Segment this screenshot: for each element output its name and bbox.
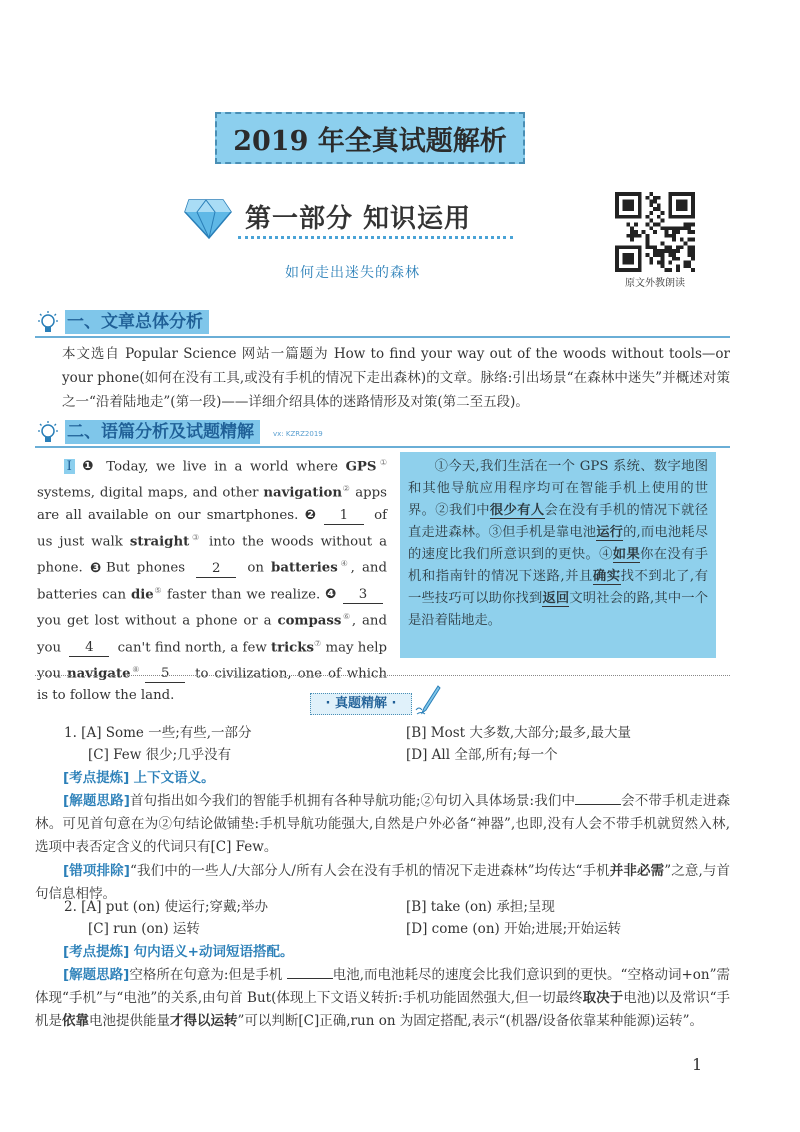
text-segment: straight bbox=[129, 534, 190, 550]
text-segment: systems, digital maps, and other bbox=[37, 485, 264, 501]
sentence-number: ❶ bbox=[78, 459, 97, 475]
wrong-label: [错项排除] bbox=[63, 863, 130, 879]
lightbulb-icon bbox=[35, 310, 61, 336]
idea-text: 会不带手机走进森林。可见首句意在为②句结论做铺垫:手机导航功能强大,自然是户外必备“神器”,也即,没有人会不带手机就贸然入林,选项中表否定含义的代词只有[C] Few。 bbox=[35, 793, 730, 855]
text-segment: faster than we realize. bbox=[162, 587, 326, 603]
answer-blank: 1 bbox=[324, 508, 364, 525]
qr-label: 原文外教朗读 bbox=[625, 278, 685, 289]
diamond-icon bbox=[183, 196, 233, 240]
key-phrase: 运行 bbox=[596, 525, 624, 540]
vocab-footnote: ④ bbox=[337, 559, 351, 569]
text-segment: navigation bbox=[263, 485, 343, 501]
overview-paragraph bbox=[35, 342, 730, 414]
text-segment: die bbox=[130, 587, 154, 603]
idea-bold: 取决于 bbox=[582, 990, 624, 1006]
idea-text: 电池,而电池耗尽的速度会比我们意识到的更快。“空格动词+on”需体现“手机”与“电池”的关系,由句首 But(体现上下文语义转折:手机功能固然强大,但一切最终 bbox=[35, 967, 731, 1006]
point-label: [考点提炼] bbox=[63, 944, 130, 960]
text-segment: 你在没有手机和指南针的情况下迷路,并且 bbox=[408, 547, 709, 584]
section-header-overview bbox=[35, 310, 730, 338]
dotted-divider bbox=[238, 236, 513, 239]
page-number: 1 bbox=[692, 1055, 703, 1074]
key-phrase: 确实 bbox=[592, 569, 621, 584]
section-heading: 一、文章总体分析 bbox=[65, 310, 209, 334]
vocab-footnote: ⑦ bbox=[313, 638, 322, 648]
q2-option-a: 2. [A] put (on) 使运行;穿戴;举办 bbox=[64, 899, 269, 915]
text-segment: batteries bbox=[271, 560, 338, 576]
idea-bold: 依靠 bbox=[62, 1013, 89, 1029]
wrong-bold: 并非必需 bbox=[609, 863, 665, 879]
q2-idea bbox=[35, 964, 730, 1033]
q2-option-d: [D] come (on) 开始;进展;开始运转 bbox=[406, 921, 622, 937]
idea-text: 电池)以及常识“手机是 bbox=[35, 990, 730, 1029]
idea-text: ”可以判断[C]正确,run on 为固定搭配,表示“(机器/设备依靠某种能源)运转”。 bbox=[237, 1013, 703, 1029]
wrong-text: ”之意,与首句信息相悖。 bbox=[35, 863, 731, 902]
answer-blank: 4 bbox=[69, 640, 109, 657]
q2-option-b: [B] take (on) 承担;呈现 bbox=[406, 899, 555, 915]
dotted-separator bbox=[35, 675, 730, 676]
text-segment: tricks bbox=[270, 639, 314, 655]
q2-point bbox=[35, 941, 730, 964]
qr-code[interactable] bbox=[613, 192, 697, 272]
text-segment: GPS bbox=[345, 459, 377, 475]
text-segment: , and you bbox=[37, 613, 387, 655]
sentence-number: ❹ bbox=[325, 587, 337, 603]
text-segment: But phones bbox=[106, 560, 193, 576]
idea-label: [解题思路] bbox=[63, 793, 130, 809]
idea-text: 空格所在句意为:但是手机 bbox=[129, 967, 287, 983]
answer-blank: 2 bbox=[196, 561, 236, 578]
overview-text: 本文选自 Popular Science 网站一篇题为 How to find your way out of the woods without tools—or your phone(如何在没有工具,或没有手机的情况下走出森林)的文章。脉络:引出场景“在森林中迷失”并概述对策之一“沿着陆地走”(第一段)——详细介绍具体的迷路情形及对策(第二至五段)。 bbox=[62, 346, 730, 410]
idea-text: 电池提供能量 bbox=[89, 1013, 170, 1029]
idea-bold: 才得以运转 bbox=[170, 1013, 238, 1029]
text-segment: into the woods without a phone. bbox=[37, 534, 388, 576]
idea-label: [解题思路] bbox=[63, 967, 130, 983]
blank-line bbox=[287, 966, 333, 979]
text-segment: on bbox=[240, 560, 272, 576]
key-phrase: 如果 bbox=[612, 547, 641, 562]
text-segment: 会在没有手机的情况下就径直走进森林。③但手机是靠电池 bbox=[408, 503, 709, 540]
text-segment: 的,而电池耗尽的速度比我们所意识到的更快。④ bbox=[408, 525, 708, 562]
text-segment: , and batteries can bbox=[37, 560, 387, 603]
vocab-footnote: ⑧ bbox=[130, 664, 142, 674]
blank-line bbox=[575, 792, 621, 805]
analysis-badge: · 真题精解 · bbox=[310, 693, 412, 715]
answer-blank: 5 bbox=[145, 666, 185, 683]
point-text: 句内语义+动词短语搭配。 bbox=[133, 944, 294, 960]
vocab-footnote: ⑤ bbox=[153, 585, 163, 595]
paragraph-marker: I bbox=[64, 459, 75, 474]
article-subtitle: 如何走出迷失的森林 bbox=[285, 265, 420, 281]
q2-option-c: [C] run (on) 运转 bbox=[88, 921, 200, 937]
q1-option-d: [D] All 全部,所有;每一个 bbox=[406, 747, 558, 763]
vocab-footnote: ③ bbox=[189, 532, 202, 542]
point-text: 上下文语义。 bbox=[133, 770, 215, 786]
answer-blank: 3 bbox=[343, 587, 383, 604]
wrong-text: “我们中的一些人/大部分人/所有人会在没有手机的情况下走进森林”均传达“手机 bbox=[129, 863, 610, 879]
text-segment: Today, we live in a world where bbox=[98, 459, 346, 475]
vocab-footnote: ① bbox=[376, 458, 388, 467]
page-title: 2019 年全真试题解析 bbox=[215, 112, 525, 164]
pen-icon bbox=[414, 684, 442, 716]
passage-paragraph bbox=[37, 452, 387, 707]
text-segment: of us just walk bbox=[37, 507, 388, 550]
q1-option-b: [B] Most 大多数,大部分;最多,最大量 bbox=[406, 725, 631, 741]
text-segment: ①今天,我们生活在一个 GPS 系统、数字地图和其他导航应用程序均可在智能手机上使用的世界。②我们中 bbox=[408, 459, 708, 518]
sentence-number: ❷ bbox=[304, 507, 318, 523]
part-heading: 第一部分 知识运用 bbox=[245, 204, 472, 234]
q1-point bbox=[35, 767, 730, 790]
text-segment: you get lost without a phone or a bbox=[37, 613, 278, 629]
q1-option-c: [C] Few 很少;几乎没有 bbox=[88, 747, 232, 763]
idea-text: 首句指出如今我们的智能手机拥有各种导航功能;②句切入具体场景:我们中 bbox=[129, 793, 576, 809]
text-segment: 找不到北了,有一些技巧可以助你找到 bbox=[408, 569, 709, 606]
key-phrase: 返回 bbox=[542, 591, 570, 606]
text-segment: to civilization, one of which is to follow the land. bbox=[37, 666, 388, 704]
section-heading: 二、语篇分析及试题精解 bbox=[65, 420, 260, 444]
text-segment: navigate bbox=[67, 666, 131, 682]
point-label: [考点提炼] bbox=[63, 770, 130, 786]
vocab-footnote: ⑥ bbox=[341, 612, 352, 622]
key-phrase: 很少有人 bbox=[489, 503, 545, 518]
text-segment: 文明社会的路,其中一个是沿着陆地走。 bbox=[408, 591, 709, 628]
watermark: vx: KZRZ2019 bbox=[273, 430, 323, 438]
q1-option-a: 1. [A] Some 一些;有些,一部分 bbox=[64, 725, 252, 741]
text-segment: compass bbox=[277, 613, 342, 629]
lightbulb-icon bbox=[35, 420, 61, 446]
text-segment: can't find north, a few bbox=[113, 639, 271, 655]
sentence-number: ❸ bbox=[89, 560, 104, 576]
text-segment: may help you bbox=[37, 639, 388, 682]
section-header-analysis bbox=[35, 420, 730, 448]
vocab-footnote: ② bbox=[342, 484, 351, 494]
text-segment: apps are all available on our smartphones. bbox=[37, 485, 387, 523]
q1-idea bbox=[35, 790, 730, 859]
translation-box bbox=[400, 452, 716, 658]
